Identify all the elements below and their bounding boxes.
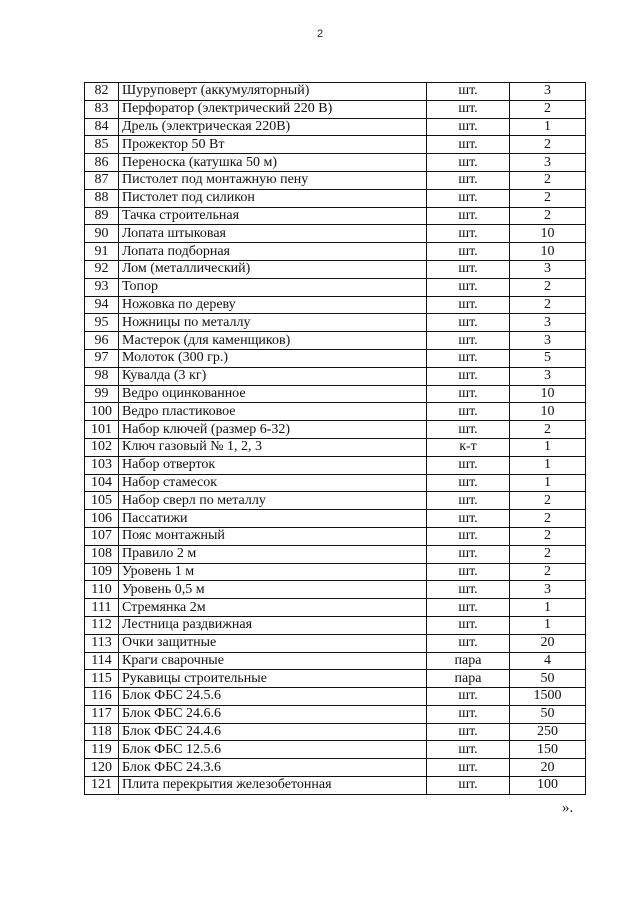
quantity-cell: 50 xyxy=(510,705,586,723)
item-name-cell: Ведро оцинкованное xyxy=(119,385,427,403)
item-name-cell: Блок ФБС 24.6.6 xyxy=(119,705,427,723)
row-number-cell: 106 xyxy=(85,510,119,528)
unit-cell: шт. xyxy=(427,741,510,759)
row-number-cell: 115 xyxy=(85,670,119,688)
row-number-cell: 118 xyxy=(85,723,119,741)
item-name-cell: Прожектор 50 Вт xyxy=(119,136,427,154)
item-name-cell: Переноска (катушка 50 м) xyxy=(119,154,427,172)
row-number-cell: 98 xyxy=(85,367,119,385)
table-row xyxy=(85,545,586,563)
row-number-cell: 100 xyxy=(85,403,119,421)
item-name-cell: Лопата подборная xyxy=(119,243,427,261)
table-row xyxy=(85,278,586,296)
row-number-cell: 103 xyxy=(85,456,119,474)
table-row xyxy=(85,349,586,367)
table-row xyxy=(85,225,586,243)
table-row xyxy=(85,741,586,759)
item-name-cell: Правило 2 м xyxy=(119,545,427,563)
item-name-cell: Дрель (электрическая 220В) xyxy=(119,118,427,136)
row-number-cell: 97 xyxy=(85,349,119,367)
row-number-cell: 91 xyxy=(85,243,119,261)
quantity-cell: 150 xyxy=(510,741,586,759)
unit-cell: шт. xyxy=(427,688,510,706)
quantity-cell: 2 xyxy=(510,527,586,545)
quantity-cell: 2 xyxy=(510,545,586,563)
row-number-cell: 82 xyxy=(85,83,119,101)
row-number-cell: 84 xyxy=(85,118,119,136)
table-row xyxy=(85,260,586,278)
item-name-cell: Перфоратор (электрический 220 В) xyxy=(119,100,427,118)
quantity-cell: 4 xyxy=(510,652,586,670)
table-row xyxy=(85,527,586,545)
quantity-cell: 50 xyxy=(510,670,586,688)
quantity-cell: 2 xyxy=(510,189,586,207)
row-number-cell: 86 xyxy=(85,154,119,172)
row-number-cell: 104 xyxy=(85,474,119,492)
unit-cell: шт. xyxy=(427,563,510,581)
row-number-cell: 120 xyxy=(85,759,119,777)
item-name-cell: Молоток (300 гр.) xyxy=(119,349,427,367)
table-row xyxy=(85,296,586,314)
row-number-cell: 113 xyxy=(85,634,119,652)
item-name-cell: Блок ФБС 24.3.6 xyxy=(119,759,427,777)
unit-cell: пара xyxy=(427,652,510,670)
item-name-cell: Пистолет под силикон xyxy=(119,189,427,207)
quantity-cell: 3 xyxy=(510,83,586,101)
table-row xyxy=(85,118,586,136)
table-row xyxy=(85,492,586,510)
row-number-cell: 85 xyxy=(85,136,119,154)
item-name-cell: Лестница раздвижная xyxy=(119,616,427,634)
row-number-cell: 105 xyxy=(85,492,119,510)
unit-cell: шт. xyxy=(427,332,510,350)
quantity-cell: 1500 xyxy=(510,688,586,706)
unit-cell: шт. xyxy=(427,278,510,296)
row-number-cell: 93 xyxy=(85,278,119,296)
item-name-cell: Очки защитные xyxy=(119,634,427,652)
table-row xyxy=(85,421,586,439)
quantity-cell: 5 xyxy=(510,349,586,367)
unit-cell: шт. xyxy=(427,243,510,261)
item-name-cell: Краги сварочные xyxy=(119,652,427,670)
quantity-cell: 1 xyxy=(510,438,586,456)
unit-cell: шт. xyxy=(427,83,510,101)
item-name-cell: Блок ФБС 24.5.6 xyxy=(119,688,427,706)
unit-cell: шт. xyxy=(427,759,510,777)
table-row xyxy=(85,688,586,706)
quantity-cell: 10 xyxy=(510,225,586,243)
item-name-cell: Топор xyxy=(119,278,427,296)
unit-cell: шт. xyxy=(427,207,510,225)
item-name-cell: Ключ газовый № 1, 2, 3 xyxy=(119,438,427,456)
item-name-cell: Рукавицы строительные xyxy=(119,670,427,688)
unit-cell: шт. xyxy=(427,260,510,278)
table-row xyxy=(85,670,586,688)
unit-cell: шт. xyxy=(427,296,510,314)
quantity-cell: 2 xyxy=(510,100,586,118)
row-number-cell: 114 xyxy=(85,652,119,670)
unit-cell: шт. xyxy=(427,225,510,243)
item-name-cell: Плита перекрытия железобетонная xyxy=(119,777,427,795)
quantity-cell: 2 xyxy=(510,207,586,225)
unit-cell: шт. xyxy=(427,421,510,439)
row-number-cell: 119 xyxy=(85,741,119,759)
table-row xyxy=(85,207,586,225)
unit-cell: шт. xyxy=(427,527,510,545)
quantity-cell: 250 xyxy=(510,723,586,741)
items-table-body xyxy=(85,83,586,795)
row-number-cell: 96 xyxy=(85,332,119,350)
table-row xyxy=(85,616,586,634)
row-number-cell: 99 xyxy=(85,385,119,403)
row-number-cell: 109 xyxy=(85,563,119,581)
row-number-cell: 90 xyxy=(85,225,119,243)
quantity-cell: 1 xyxy=(510,599,586,617)
quantity-cell: 2 xyxy=(510,510,586,528)
table-row xyxy=(85,189,586,207)
table-row xyxy=(85,581,586,599)
table-row xyxy=(85,314,586,332)
quantity-cell: 2 xyxy=(510,421,586,439)
unit-cell: шт. xyxy=(427,474,510,492)
table-row xyxy=(85,367,586,385)
quantity-cell: 3 xyxy=(510,154,586,172)
unit-cell: шт. xyxy=(427,385,510,403)
row-number-cell: 89 xyxy=(85,207,119,225)
row-number-cell: 117 xyxy=(85,705,119,723)
table-row xyxy=(85,510,586,528)
row-number-cell: 108 xyxy=(85,545,119,563)
unit-cell: шт. xyxy=(427,314,510,332)
unit-cell: шт. xyxy=(427,510,510,528)
item-name-cell: Пассатижи xyxy=(119,510,427,528)
unit-cell: шт. xyxy=(427,616,510,634)
table-row xyxy=(85,705,586,723)
quantity-cell: 2 xyxy=(510,171,586,189)
unit-cell: шт. xyxy=(427,100,510,118)
row-number-cell: 107 xyxy=(85,527,119,545)
row-number-cell: 92 xyxy=(85,260,119,278)
table-row xyxy=(85,438,586,456)
item-name-cell: Пояс монтажный xyxy=(119,527,427,545)
quantity-cell: 2 xyxy=(510,296,586,314)
table-row xyxy=(85,652,586,670)
table-row xyxy=(85,403,586,421)
item-name-cell: Шуруповерт (аккумуляторный) xyxy=(119,83,427,101)
table-row xyxy=(85,474,586,492)
item-name-cell: Ведро пластиковое xyxy=(119,403,427,421)
item-name-cell: Блок ФБС 24.4.6 xyxy=(119,723,427,741)
unit-cell: шт. xyxy=(427,189,510,207)
table-row xyxy=(85,332,586,350)
item-name-cell: Набор ключей (размер 6-32) xyxy=(119,421,427,439)
item-name-cell: Ножовка по дереву xyxy=(119,296,427,314)
table-row xyxy=(85,759,586,777)
row-number-cell: 111 xyxy=(85,599,119,617)
unit-cell: шт. xyxy=(427,545,510,563)
page-number: 2 xyxy=(316,28,324,40)
quantity-cell: 1 xyxy=(510,456,586,474)
table-row xyxy=(85,777,586,795)
item-name-cell: Лом (металлический) xyxy=(119,260,427,278)
unit-cell: шт. xyxy=(427,634,510,652)
table-row xyxy=(85,723,586,741)
quantity-cell: 20 xyxy=(510,759,586,777)
item-name-cell: Лопата штыковая xyxy=(119,225,427,243)
table-row xyxy=(85,100,586,118)
quantity-cell: 2 xyxy=(510,136,586,154)
item-name-cell: Мастерок (для каменщиков) xyxy=(119,332,427,350)
row-number-cell: 95 xyxy=(85,314,119,332)
quantity-cell: 3 xyxy=(510,314,586,332)
unit-cell: шт. xyxy=(427,136,510,154)
row-number-cell: 83 xyxy=(85,100,119,118)
unit-cell: шт. xyxy=(427,723,510,741)
items-table xyxy=(84,82,586,795)
row-number-cell: 87 xyxy=(85,171,119,189)
quantity-cell: 2 xyxy=(510,278,586,296)
table-row xyxy=(85,634,586,652)
item-name-cell: Уровень 0,5 м xyxy=(119,581,427,599)
unit-cell: шт. xyxy=(427,171,510,189)
closing-quote-mark: ». xyxy=(562,800,574,816)
quantity-cell: 3 xyxy=(510,581,586,599)
quantity-cell: 2 xyxy=(510,492,586,510)
item-name-cell: Уровень 1 м xyxy=(119,563,427,581)
item-name-cell: Набор сверл по металлу xyxy=(119,492,427,510)
quantity-cell: 100 xyxy=(510,777,586,795)
table-row xyxy=(85,385,586,403)
table-row xyxy=(85,171,586,189)
quantity-cell: 10 xyxy=(510,403,586,421)
quantity-cell: 1 xyxy=(510,118,586,136)
unit-cell: шт. xyxy=(427,367,510,385)
item-name-cell: Кувалда (3 кг) xyxy=(119,367,427,385)
item-name-cell: Ножницы по металлу xyxy=(119,314,427,332)
unit-cell: шт. xyxy=(427,118,510,136)
unit-cell: шт. xyxy=(427,581,510,599)
quantity-cell: 3 xyxy=(510,260,586,278)
unit-cell: шт. xyxy=(427,403,510,421)
row-number-cell: 110 xyxy=(85,581,119,599)
quantity-cell: 1 xyxy=(510,616,586,634)
item-name-cell: Набор стамесок xyxy=(119,474,427,492)
unit-cell: пара xyxy=(427,670,510,688)
unit-cell: шт. xyxy=(427,492,510,510)
row-number-cell: 121 xyxy=(85,777,119,795)
row-number-cell: 112 xyxy=(85,616,119,634)
unit-cell: шт. xyxy=(427,154,510,172)
quantity-cell: 2 xyxy=(510,563,586,581)
unit-cell: шт. xyxy=(427,599,510,617)
quantity-cell: 3 xyxy=(510,367,586,385)
item-name-cell: Стремянка 2м xyxy=(119,599,427,617)
quantity-cell: 3 xyxy=(510,332,586,350)
table-row xyxy=(85,154,586,172)
row-number-cell: 88 xyxy=(85,189,119,207)
row-number-cell: 102 xyxy=(85,438,119,456)
unit-cell: к-т xyxy=(427,438,510,456)
unit-cell: шт. xyxy=(427,777,510,795)
table-row xyxy=(85,563,586,581)
item-name-cell: Пистолет под монтажную пену xyxy=(119,171,427,189)
quantity-cell: 20 xyxy=(510,634,586,652)
item-name-cell: Тачка строительная xyxy=(119,207,427,225)
row-number-cell: 116 xyxy=(85,688,119,706)
row-number-cell: 101 xyxy=(85,421,119,439)
quantity-cell: 10 xyxy=(510,385,586,403)
table-row xyxy=(85,456,586,474)
table-row xyxy=(85,83,586,101)
item-name-cell: Блок ФБС 12.5.6 xyxy=(119,741,427,759)
table-row xyxy=(85,136,586,154)
quantity-cell: 1 xyxy=(510,474,586,492)
table-row xyxy=(85,599,586,617)
unit-cell: шт. xyxy=(427,705,510,723)
quantity-cell: 10 xyxy=(510,243,586,261)
table-row xyxy=(85,243,586,261)
unit-cell: шт. xyxy=(427,456,510,474)
unit-cell: шт. xyxy=(427,349,510,367)
row-number-cell: 94 xyxy=(85,296,119,314)
item-name-cell: Набор отверток xyxy=(119,456,427,474)
